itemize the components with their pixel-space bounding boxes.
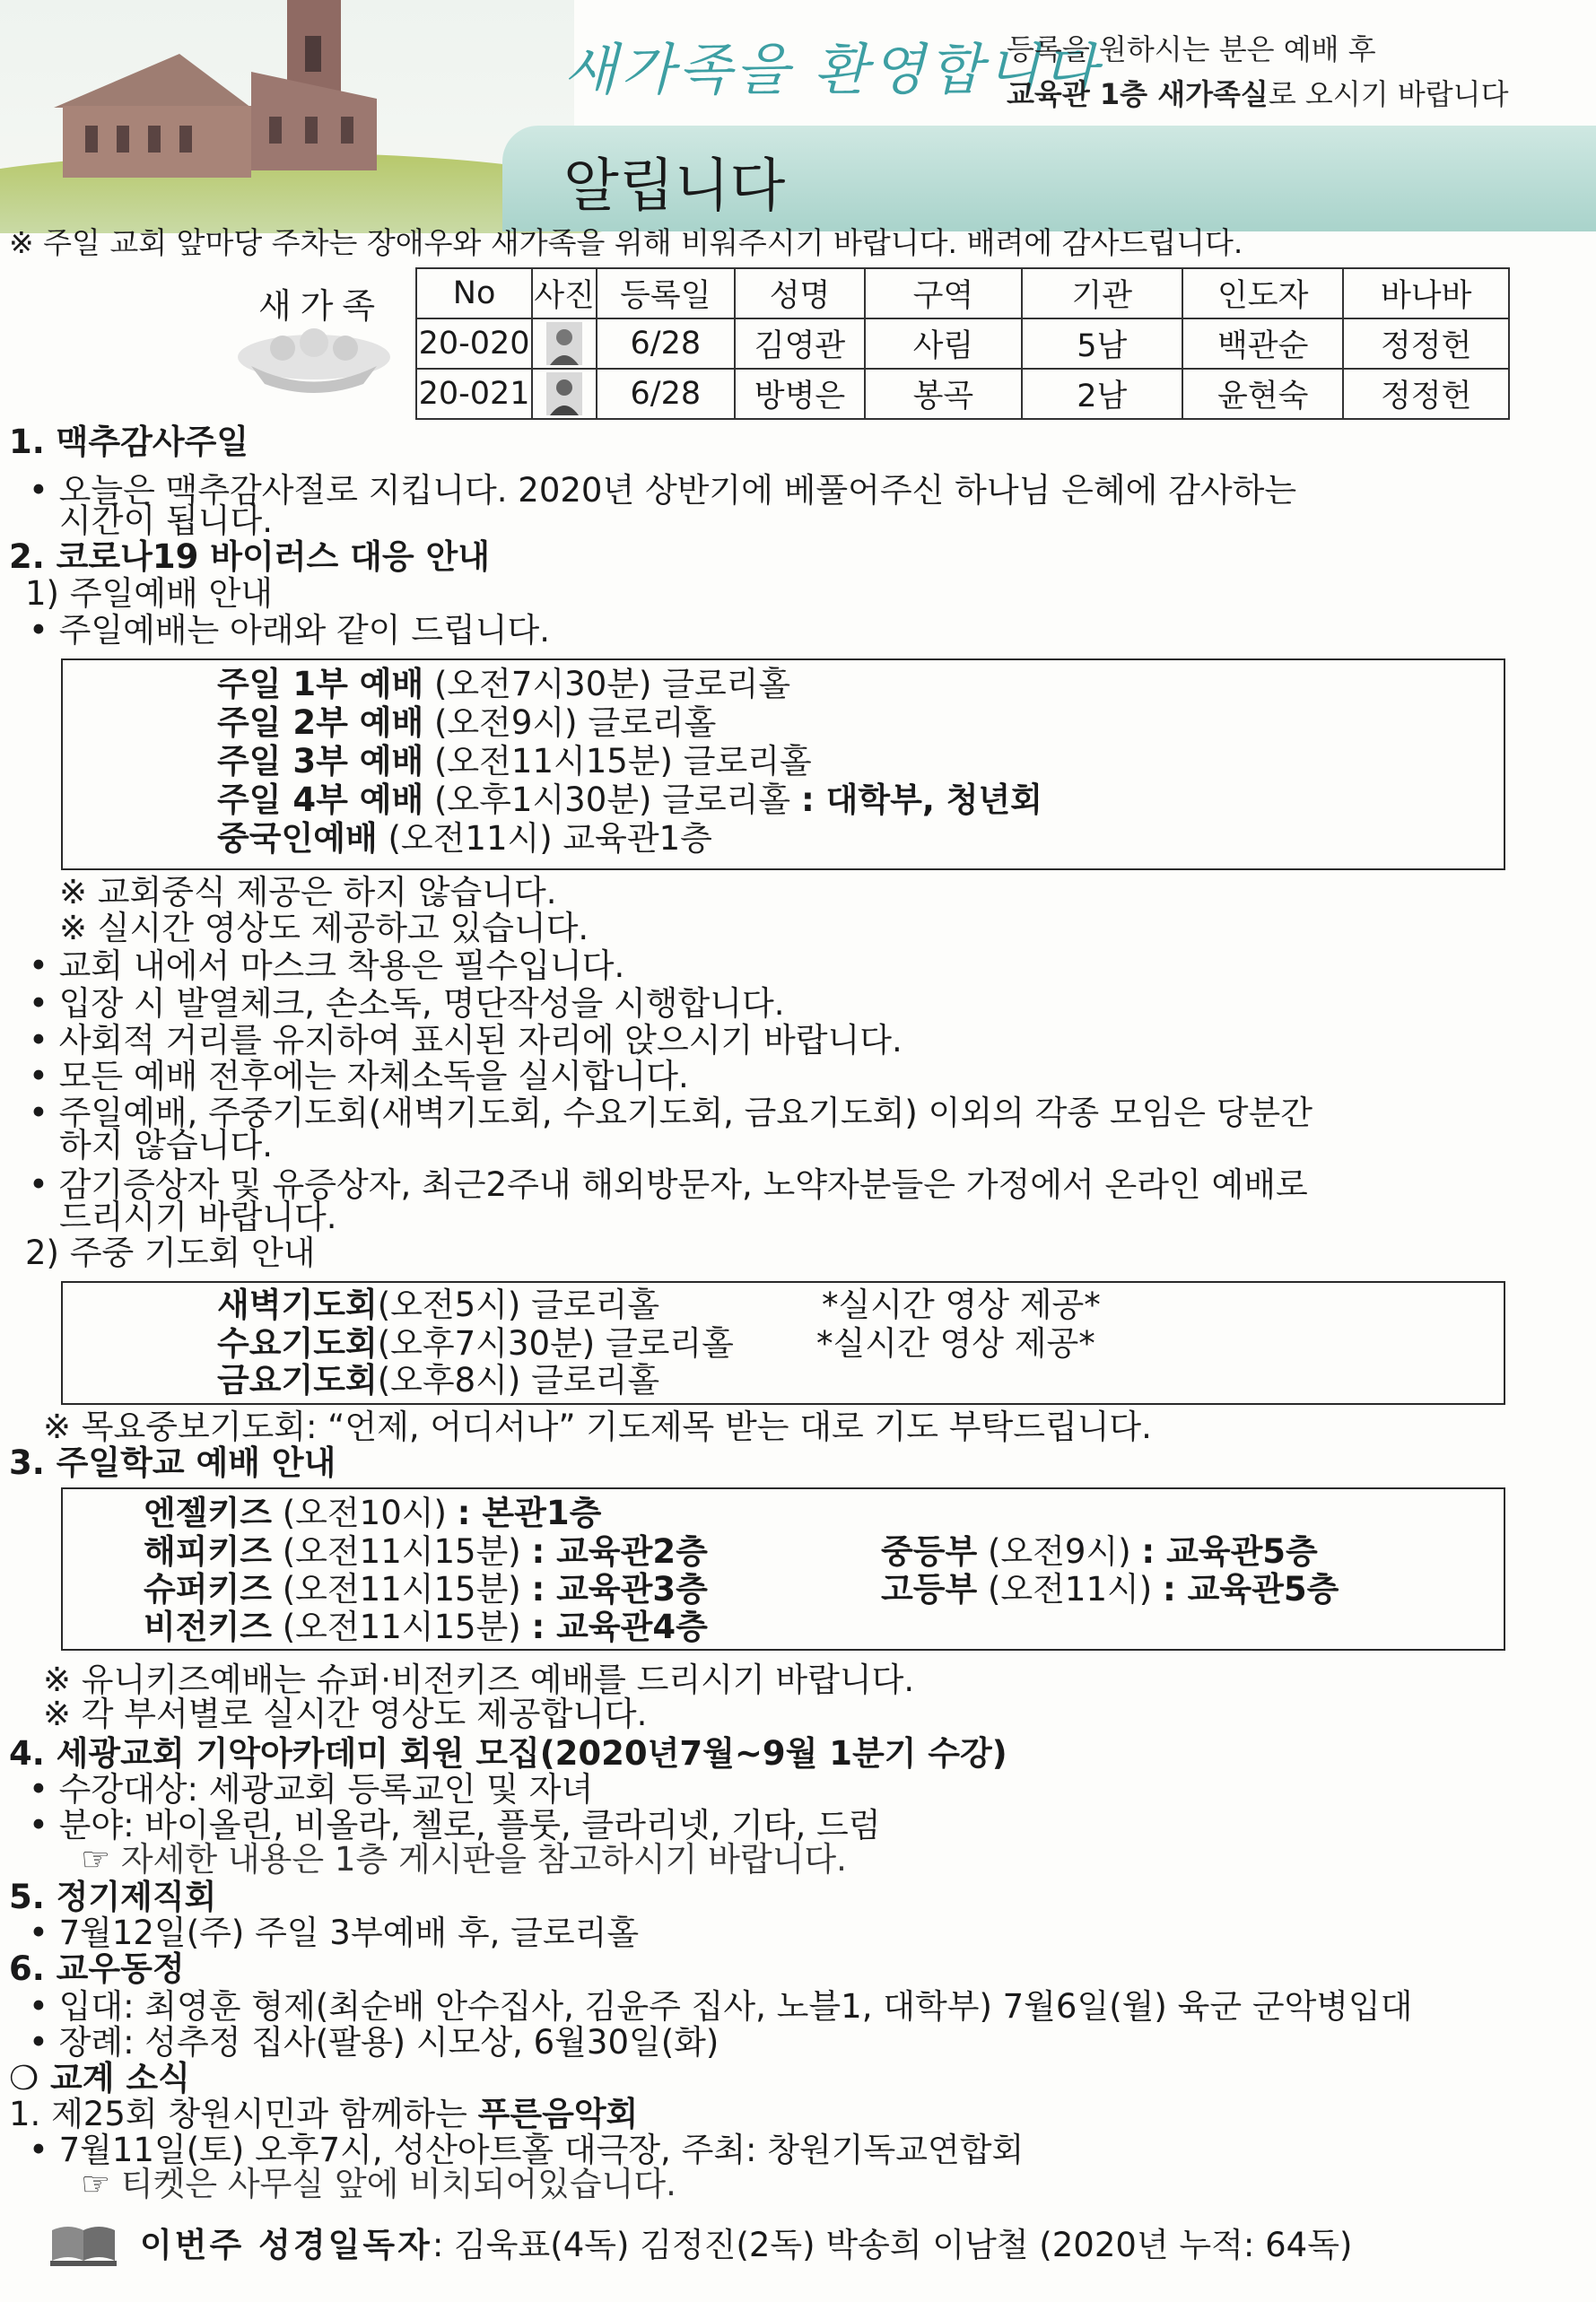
covid-bullet: • 교회 내에서 마스크 착용은 필수입니다. <box>29 946 625 985</box>
section-2-sub1: 1) 주일예배 안내 <box>25 574 273 613</box>
prayer-name: 새벽기도회 <box>217 1286 378 1324</box>
cell-photo <box>532 369 597 419</box>
fellowship-title: ❍ 교계 소식 <box>9 2059 190 2097</box>
welcome-note <box>1007 27 1508 117</box>
covid-bullet: • 사회적 거리를 유지하여 표시된 자리에 앉으시기 바랍니다. <box>29 1021 903 1059</box>
section-6-line2: • 장례: 성추정 집사(팔용) 시모상, 6월30일(화) <box>29 2023 720 2062</box>
school-item <box>881 1570 1339 1609</box>
person-photo-icon <box>546 322 582 365</box>
cell-date: 6/28 <box>597 318 735 369</box>
covid-bullet: • 감기증상자 및 유증상자, 최근2주내 해외방문자, 노약자분들은 가정에서 온라인 예배로 <box>29 1165 1308 1204</box>
school-name: 비전키즈 <box>144 1608 272 1646</box>
cell-group: 2남 <box>1022 369 1182 419</box>
prayer-detail: (오후7시30분) 글로리홀 <box>377 1324 734 1363</box>
covid-bullet-continuation: 드리시기 바랍니다. <box>59 1198 337 1236</box>
section-4-title: 4. 세광교회 기악아카데미 회원 모집(2020년7월~9월 1분기 수강) <box>9 1734 1007 1773</box>
school-name: 해피키즈 <box>144 1532 272 1571</box>
service-detail: (오전11시15분) 글로리홀 <box>423 742 812 780</box>
school-place: : 본관1층 <box>457 1494 602 1532</box>
cell-guide: 윤현숙 <box>1182 369 1343 419</box>
prayer-item <box>217 1361 660 1400</box>
service-name: 중국인예배 <box>217 819 378 858</box>
section-2-intro: • 주일예배는 아래와 같이 드립니다. <box>29 611 551 650</box>
prayer-detail: (오후8시) 글로리홀 <box>377 1361 660 1400</box>
fellowship-line1: • 7월11일(토) 오후7시, 성산아트홀 대극장, 주최: 창원기독교연합회 <box>29 2131 1025 2169</box>
section-3-title: 3. 주일학교 예배 안내 <box>9 1443 336 1482</box>
school-name: 엔젤키즈 <box>144 1494 272 1532</box>
cell-barnabas: 정정헌 <box>1343 369 1509 419</box>
prayer-item <box>217 1286 660 1324</box>
prayer-note: ※ 목요중보기도회: “언제, 어디서나” 기도제목 받는 대로 기도 부탁드립니다. <box>43 1408 1152 1446</box>
school-place: : 교육관5층 <box>1141 1532 1318 1571</box>
service-detail: (오전9시) 글로리홀 <box>423 703 717 742</box>
service-name: 주일 2부 예배 <box>217 703 424 742</box>
school-name: 슈퍼키즈 <box>144 1570 272 1609</box>
section-1-line1: • 오늘은 맥추감사절로 지킵니다. 2020년 상반기에 베풀어주신 하나님 은혜에 감사하는 <box>29 471 1297 510</box>
prayer-extra: *실시간 영상 제공* <box>816 1324 1095 1363</box>
section-6-line1: • 입대: 최영훈 형제(최순배 안수집사, 김윤주 집사, 노블1, 대학부) 7월6일(월) 육군 군악병입대 <box>29 1987 1413 2026</box>
welcome-script-title: 새가족을 환영합니다 <box>563 37 1101 102</box>
welcome-note-line2 <box>1007 72 1508 117</box>
service-detail: (오전7시30분) 글로리홀 <box>423 665 791 703</box>
school-time: (오전11시15분) <box>271 1532 532 1571</box>
prayer-name: 금요기도회 <box>217 1361 378 1400</box>
table-header-row <box>416 268 1509 318</box>
school-place: : 교육관5층 <box>1162 1570 1339 1609</box>
section-2-sub2: 2) 주중 기도회 안내 <box>25 1234 316 1272</box>
covid-bullet: • 입장 시 발열체크, 손소독, 명단작성을 시행합니다. <box>29 984 785 1023</box>
section-4-line2: • 분야: 바이올린, 비올라, 첼로, 플룻, 클라리넷, 기타, 드럼 <box>29 1806 881 1844</box>
school-item <box>144 1610 708 1644</box>
welcome-note-line1: 등록을 원하시는 분은 예배 후 <box>1007 32 1376 66</box>
service-item <box>217 819 712 858</box>
service-item <box>217 703 717 742</box>
section-6-title: 6. 교우동정 <box>9 1949 185 1988</box>
school-name: 중등부 <box>881 1532 978 1571</box>
service-note: ※ 교회중식 제공은 하지 않습니다. <box>59 873 557 911</box>
column-header: No <box>416 268 532 318</box>
column-header: 기관 <box>1022 268 1182 318</box>
service-detail: (오후1시30분) 글로리홀 <box>423 780 801 819</box>
school-place: : 교육관4층 <box>531 1608 708 1646</box>
welcome-note-line2-rest: 로 오시기 바랍니다 <box>1268 77 1509 111</box>
school-time: (오전10시) <box>271 1494 458 1532</box>
fellowship-item-prefix: 1. 제25회 창원시민과 함께하는 <box>9 2095 478 2133</box>
section-2-title: 2. 코로나19 바이러스 대응 안내 <box>9 537 490 576</box>
column-header: 인도자 <box>1182 268 1343 318</box>
school-item <box>144 1532 708 1571</box>
covid-bullet: • 모든 예배 전후에는 자체소독을 실시합니다. <box>29 1057 689 1095</box>
bible-readers-names: : 김욱표(4독) 김정진(2독) 박송희 이남철 (2020년 누적: 64독) <box>432 2226 1353 2264</box>
column-header: 성명 <box>735 268 866 318</box>
section-1-title: 1. 맥추감사주일 <box>9 423 249 461</box>
prayer-detail: (오전5시) 글로리홀 <box>377 1286 660 1324</box>
service-extra: : 대학부, 청년회 <box>800 780 1043 819</box>
school-item <box>881 1532 1318 1571</box>
service-item <box>217 742 812 780</box>
section-5-line1: • 7월12일(주) 주일 3부예배 후, 글로리홀 <box>29 1914 640 1952</box>
school-time: (오전11시15분) <box>271 1570 532 1609</box>
person-photo-icon <box>546 372 582 415</box>
school-note: ※ 유니키즈예배는 슈퍼·비전키즈 예배를 드리시기 바랍니다. <box>43 1661 915 1699</box>
table-row <box>416 369 1509 419</box>
service-name: 주일 3부 예배 <box>217 742 424 780</box>
school-place: : 교육관3층 <box>531 1570 708 1609</box>
service-name: 주일 1부 예배 <box>217 665 424 703</box>
cell-name: 방병은 <box>735 369 866 419</box>
cell-district: 봉곡 <box>865 369 1021 419</box>
cell-guide: 백관순 <box>1182 318 1343 369</box>
parking-note: ※ 주일 교회 앞마당 주차는 장애우와 새가족을 위해 비워주시기 바랍니다. 배려에 감사드립니다. <box>9 225 1243 260</box>
column-header: 구역 <box>865 268 1021 318</box>
covid-bullet: • 주일예배, 주중기도회(새벽기도회, 수요기도회, 금요기도회) 이외의 각종 모임은 당분간 <box>29 1094 1313 1132</box>
cell-date: 6/28 <box>597 369 735 419</box>
concert-name: 푸른음악회 <box>477 2095 639 2133</box>
school-name: 고등부 <box>881 1570 978 1609</box>
cell-barnabas: 정정헌 <box>1343 318 1509 369</box>
school-time: (오전9시) <box>977 1532 1142 1571</box>
bible-readers-label: 이번주 성경일독자 <box>140 2226 432 2264</box>
school-place: : 교육관2층 <box>531 1532 708 1571</box>
prayer-extra: *실시간 영상 제공* <box>822 1286 1101 1324</box>
school-time: (오전11시) <box>977 1570 1163 1609</box>
section-5-title: 5. 정기제직회 <box>9 1878 217 1916</box>
column-header: 바나바 <box>1343 268 1509 318</box>
cell-photo <box>532 318 597 369</box>
column-header: 등록일 <box>597 268 735 318</box>
school-note: ※ 각 부서별로 실시간 영상도 제공합니다. <box>43 1695 648 1733</box>
fellowship-item <box>9 2097 638 2131</box>
school-item <box>144 1570 708 1609</box>
newcomer-room-location: 교육관 1층 새가족실 <box>1007 77 1269 111</box>
bible-readers-line <box>140 2228 1352 2262</box>
fellowship-line2: ☞ 티켓은 사무실 앞에 비치되어있습니다. <box>81 2165 676 2203</box>
school-item <box>144 1496 601 1530</box>
prayer-name: 수요기도회 <box>217 1324 378 1363</box>
covid-bullet-continuation: 하지 않습니다. <box>59 1126 273 1164</box>
section-4-line3: ☞ 자세한 내용은 1층 게시판을 참고하시기 바랍니다. <box>81 1840 847 1879</box>
newcomer-table <box>415 267 1510 420</box>
section-1-line2: 시간이 됩니다. <box>59 501 273 540</box>
service-name: 주일 4부 예배 <box>217 780 424 819</box>
table-row <box>416 318 1509 369</box>
cell-no: 20-020 <box>416 318 532 369</box>
flower-basket-icon <box>229 321 399 393</box>
cell-group: 5남 <box>1022 318 1182 369</box>
service-item <box>217 780 1043 819</box>
section-4-line1: • 수강대상: 세광교회 등록교인 및 자녀 <box>29 1770 594 1809</box>
open-bible-icon <box>50 2221 117 2266</box>
newcomer-label: 새가족 <box>258 286 385 326</box>
cell-district: 사림 <box>865 318 1021 369</box>
school-time: (오전11시15분) <box>271 1608 532 1646</box>
service-note: ※ 실시간 영상도 제공하고 있습니다. <box>59 909 589 947</box>
cell-name: 김영관 <box>735 318 866 369</box>
column-header: 사진 <box>532 268 597 318</box>
notice-title: 알립니다 <box>563 153 786 220</box>
cell-no: 20-021 <box>416 369 532 419</box>
service-item <box>217 667 790 701</box>
prayer-item <box>217 1324 734 1363</box>
service-detail: (오전11시) 교육관1층 <box>377 819 712 858</box>
